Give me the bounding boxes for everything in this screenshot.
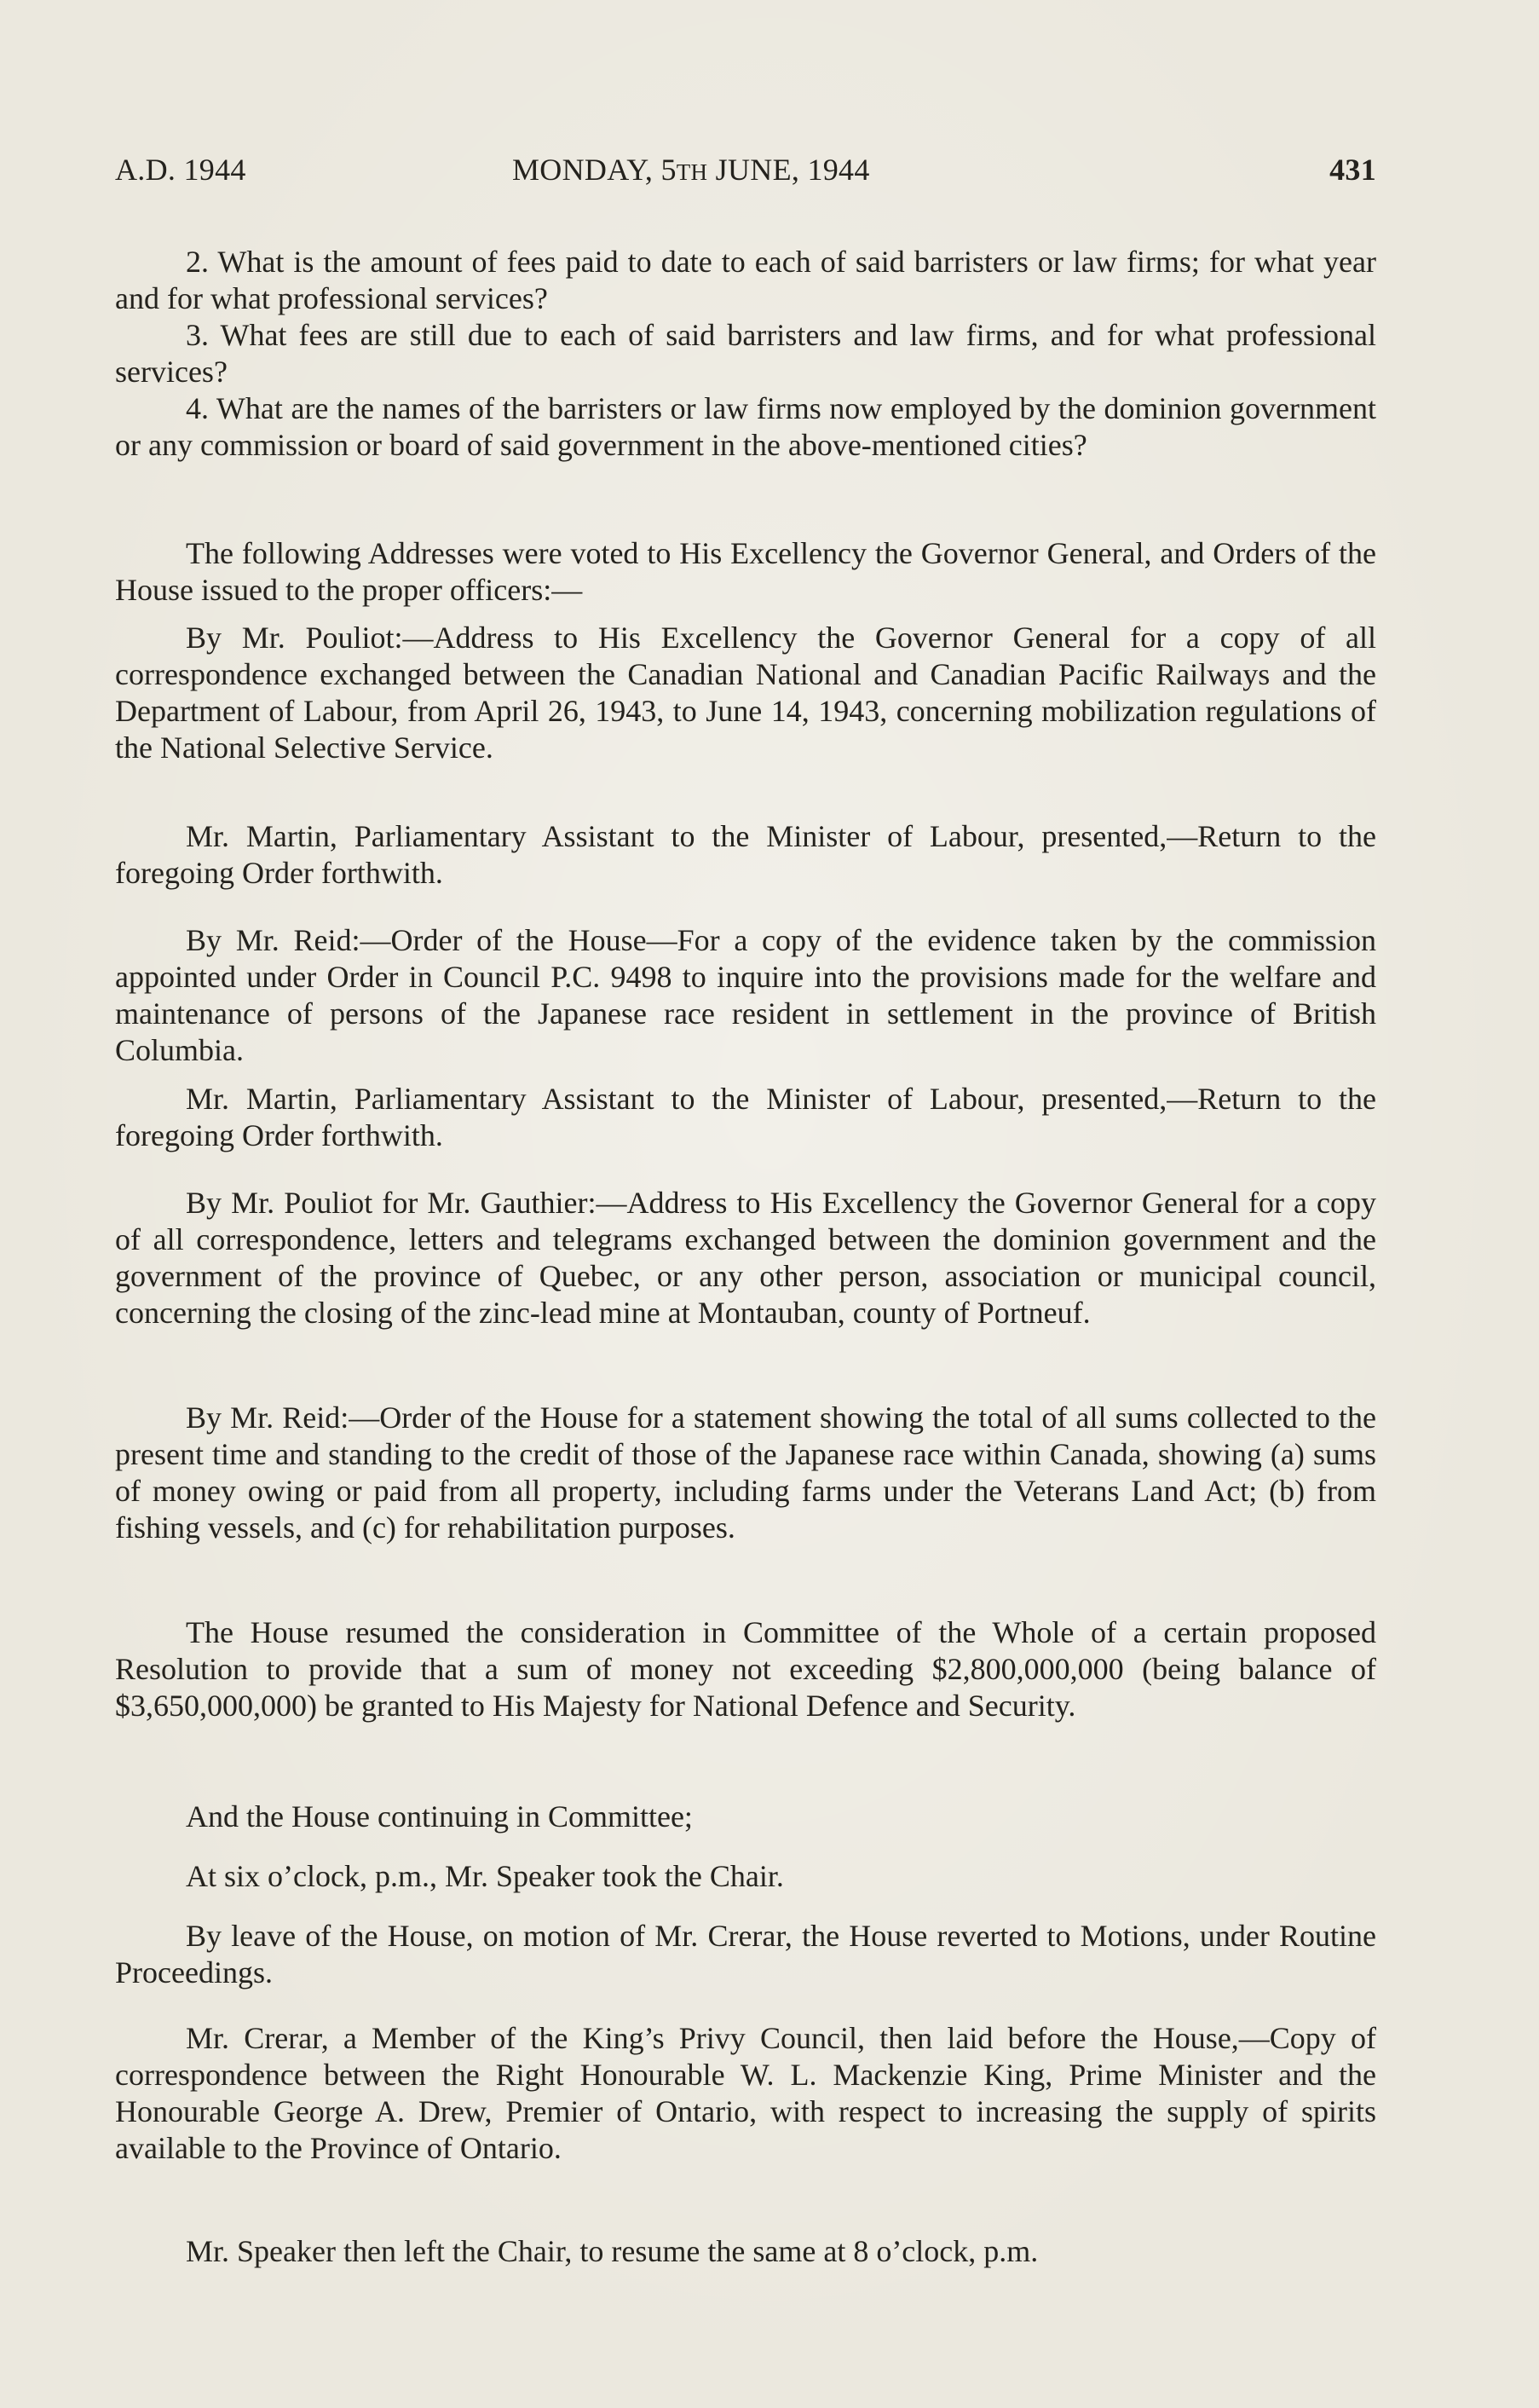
question-3: 3. What fees are still due to each of said barristers and law firms, and for what professional services? [115, 318, 1376, 389]
header-date [512, 152, 870, 188]
header-date-suffix: TH [676, 159, 708, 185]
martin-return-2: Mr. Martin, Parliamentary Assistant to the Minister of Labour, presented,—Return to the foregoing Order forthwith. [115, 1082, 1376, 1152]
reid-order-2: By Mr. Reid:—Order of the House for a statement showing the total of all sums collected to the present time and standing to the credit of those of the Japanese race within Canada, showing (a) sums of money owing or paid from all property, including farms under the Veterans Land Act; (b) from fishing vessels, and (c) for rehabilitation purposes. [115, 1400, 1376, 1545]
continuing-committee: And the House continuing in Committee; [186, 1799, 693, 1833]
page-number: 431 [1329, 153, 1376, 187]
question-2: 2. What is the amount of fees paid to date to each of said barristers or law firms; for what year and for what professional services? [115, 245, 1376, 315]
pouliot-address: By Mr. Pouliot:—Address to His Excellency the Governor General for a copy of all correspondence exchanged between the Canadian National and Canadian Pacific Railways and the Department of Labour, from April 26, 1943, to June 14, 1943, concerning mobilization regulations of the National Selective Service. [115, 621, 1376, 765]
speaker-chair: At six o’clock, p.m., Mr. Speaker took the Chair. [186, 1859, 784, 1893]
committee-resolution: The House resumed the consideration in Committee of the Whole of a certain proposed Resolution to provide that a sum of money not exceeding $2,800,000,000 (being balance of $3,650,000,000) be granted to His Majesty for National Defence and Security. [115, 1615, 1376, 1723]
speaker-left-chair: Mr. Speaker then left the Chair, to resume the same at 8 o’clock, p.m. [186, 2234, 1039, 2268]
crerar-motion: By leave of the House, on motion of Mr. Crerar, the House reverted to Motions, under Routine Proceedings. [115, 1919, 1376, 1989]
addresses-intro: The following Addresses were voted to His Excellency the Governor General, and Orders of the House issued to the proper officers:— [115, 536, 1376, 607]
question-4: 4. What are the names of the barristers or law firms now employed by the dominion government or any commission or board of said government in the above-mentioned cities? [115, 391, 1376, 462]
crerar-correspondence: Mr. Crerar, a Member of the King’s Privy Council, then laid before the House,—Copy of correspondence between the Right Honourable W. L. Mackenzie King, Prime Minister and the Honourable George A. Drew, Premier of Ontario, with respect to increasing the supply of spirits available to the Province of Ontario. [115, 2021, 1376, 2165]
header-year: A.D. 1944 [115, 153, 246, 187]
martin-return-1: Mr. Martin, Parliamentary Assistant to the Minister of Labour, presented,—Return to the foregoing Order forthwith. [115, 819, 1376, 890]
pouliot-gauthier-address: By Mr. Pouliot for Mr. Gauthier:—Address to His Excellency the Governor General for a copy of all correspondence, letters and telegrams exchanged between the dominion government and the government of the province of Quebec, or any other person, association or municipal council, concerning the closing of the zinc-lead mine at Montauban, county of Portneuf. [115, 1186, 1376, 1330]
page-header [115, 152, 1376, 194]
reid-order-1: By Mr. Reid:—Order of the House—For a copy of the evidence taken by the commission appointed under Order in Council P.C. 9498 to inquire into the provisions made for the welfare and maintenance of persons of the Japanese race resident in settlement in the province of British Columbia. [115, 923, 1376, 1067]
header-date-post: JUNE, 1944 [707, 153, 870, 187]
header-date-pre: MONDAY, 5 [512, 153, 677, 187]
